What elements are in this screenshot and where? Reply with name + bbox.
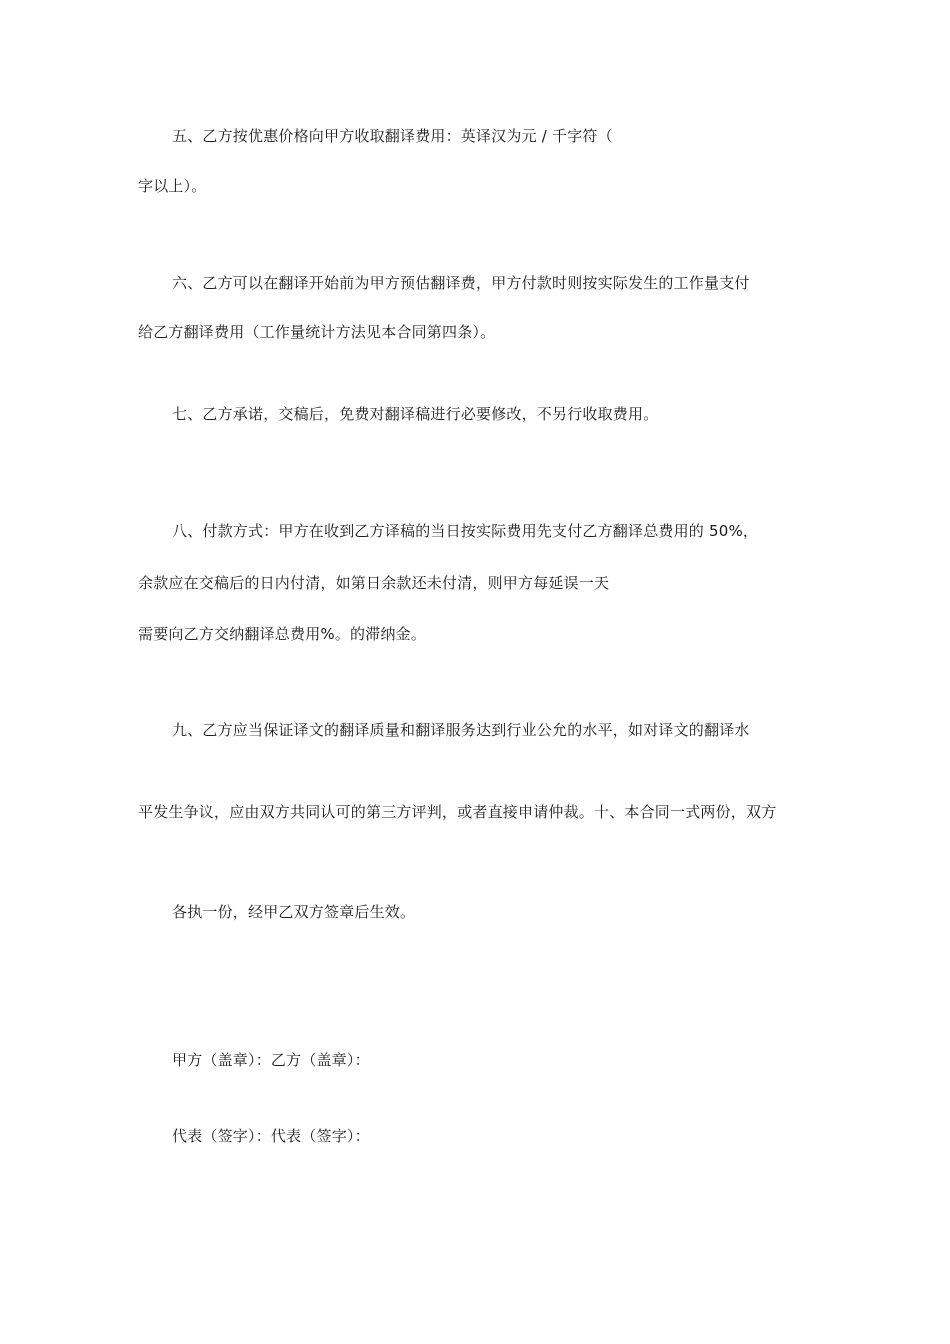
clause-8-line-3: 需要向乙方交纳翻译总费用%。的滞纳金。 (138, 625, 427, 643)
clause-9-line-3: 各执一份，经甲乙双方签章后生效。 (172, 903, 416, 921)
clause-8-line-1: 八、付款方式：甲方在收到乙方译稿的当日按实际费用先支付乙方翻译总费用的 50%， (172, 522, 759, 540)
clause-5-line-1: 五、乙方按优惠价格向甲方收取翻译费用：英译汉为元 / 千字符（ (172, 127, 613, 145)
clause-9-line-1: 九、乙方应当保证译文的翻译质量和翻译服务达到行业公允的水平，如对译文的翻译水 (172, 721, 750, 739)
clause-7-line-1: 七、乙方承诺，交稿后，免费对翻译稿进行必要修改，不另行收取费用。 (172, 405, 659, 423)
seal-line: 甲方（盖章）：乙方（盖章）： (172, 1051, 370, 1069)
clause-9-line-2: 平发生争议，应由双方共同认可的第三方评判，或者直接申请仲裁。十、本合同一式两份，双方 (138, 803, 777, 821)
clause-6-line-1: 六、乙方可以在翻译开始前为甲方预估翻译费，甲方付款时则按实际发生的工作量支付 (172, 274, 750, 292)
signature-line: 代表（签字）：代表（签字）： (172, 1127, 370, 1145)
clause-8-line-2: 余款应在交稿后的日内付清，如第日余款还未付清，则甲方每延误一天 (138, 574, 610, 592)
clause-6-line-2: 给乙方翻译费用（工作量统计方法见本合同第四条）。 (138, 323, 496, 341)
clause-5-line-2: 字以上）。 (138, 177, 207, 195)
